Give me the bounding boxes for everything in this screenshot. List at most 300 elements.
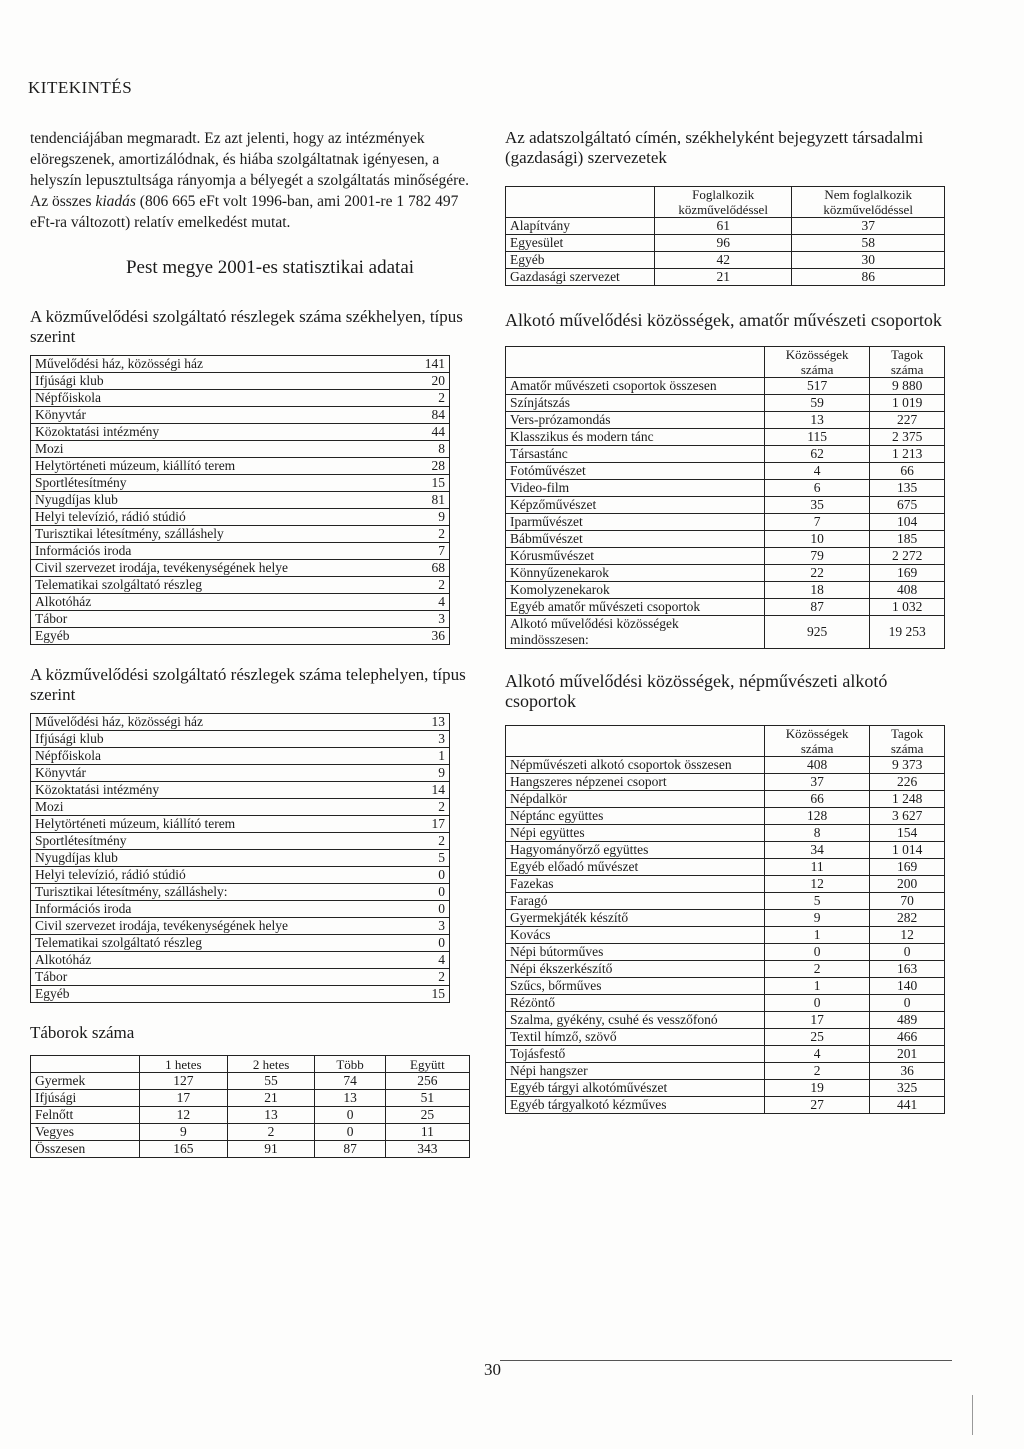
row-value: 20	[393, 373, 450, 390]
footer-rule	[500, 1360, 952, 1361]
row-label: Bábművészet	[506, 531, 765, 548]
cell-value: 127	[140, 1073, 228, 1090]
page-number: 30	[484, 1360, 501, 1379]
cell-value: 55	[227, 1073, 315, 1090]
table-row	[506, 910, 945, 927]
row-value: 2	[393, 833, 450, 850]
cell-value: 30	[792, 252, 945, 269]
table-row	[506, 978, 945, 995]
table-row	[506, 218, 945, 235]
cell-value: 1	[765, 927, 870, 944]
table-site-units	[30, 713, 450, 1003]
column-header: Több	[315, 1056, 385, 1073]
cell-value: 25	[765, 1029, 870, 1046]
row-label: Turisztikai létesítmény, szálláshely	[31, 526, 394, 543]
table-seat-units	[30, 355, 450, 645]
row-label: Tábor	[31, 969, 394, 986]
cell-value: 489	[870, 1012, 945, 1029]
cell-value: 37	[792, 218, 945, 235]
table-row	[31, 782, 450, 799]
table-row	[31, 356, 450, 373]
row-label: Gazdasági szervezet	[506, 269, 655, 286]
row-label: Video-film	[506, 480, 765, 497]
table-row	[31, 475, 450, 492]
cell-value: 34	[765, 842, 870, 859]
table-row	[31, 901, 450, 918]
cell-value: 11	[385, 1124, 469, 1141]
table-folk-groups	[505, 725, 945, 1114]
table-row	[506, 446, 945, 463]
table-row	[506, 927, 945, 944]
cell-value: 1 019	[870, 395, 945, 412]
row-label: Művelődési ház, közösségi ház	[31, 356, 394, 373]
column-header	[506, 187, 655, 218]
row-value: 4	[393, 952, 450, 969]
row-label: Egyéb amatőr művészeti csoportok	[506, 599, 765, 616]
row-label: Civil szervezet irodája, tevékenységének helye	[31, 918, 394, 935]
table-row	[506, 995, 945, 1012]
cell-value: 185	[870, 531, 945, 548]
table-row	[31, 1073, 470, 1090]
cell-value: 42	[655, 252, 792, 269]
cell-value: 0	[765, 944, 870, 961]
row-label: Közoktatási intézmény	[31, 782, 394, 799]
table-row	[31, 867, 450, 884]
cell-value: 17	[140, 1090, 228, 1107]
cell-value: 36	[870, 1063, 945, 1080]
row-label: Egyéb	[31, 628, 394, 645]
table-row	[506, 565, 945, 582]
table-row	[31, 952, 450, 969]
row-label: Nyugdíjas klub	[31, 850, 394, 867]
table-row	[506, 252, 945, 269]
cell-value: 12	[870, 927, 945, 944]
row-label: Egyéb előadó művészet	[506, 859, 765, 876]
table-row	[506, 842, 945, 859]
row-value: 28	[393, 458, 450, 475]
table-row	[506, 616, 945, 649]
cell-value: 1 032	[870, 599, 945, 616]
row-label: Sportlétesítmény	[31, 475, 394, 492]
cell-value: 227	[870, 412, 945, 429]
row-label: Kovács	[506, 927, 765, 944]
row-value: 15	[393, 475, 450, 492]
table-row	[31, 1107, 470, 1124]
table-row	[31, 458, 450, 475]
row-label: Egyéb	[506, 252, 655, 269]
cell-value: 675	[870, 497, 945, 514]
row-value: 36	[393, 628, 450, 645]
column-header	[31, 1056, 140, 1073]
row-label: Népfőiskola	[31, 748, 394, 765]
cell-value: 226	[870, 774, 945, 791]
table-row	[31, 441, 450, 458]
column-header: 1 hetes	[140, 1056, 228, 1073]
cell-value: 1	[765, 978, 870, 995]
cell-value: 35	[765, 497, 870, 514]
row-value: 84	[393, 407, 450, 424]
table-row	[31, 1124, 470, 1141]
row-label: Egyéb	[31, 986, 394, 1003]
table-amateur-groups	[505, 346, 945, 649]
row-label: Szűcs, bőrműves	[506, 978, 765, 995]
row-label: Könyvtár	[31, 407, 394, 424]
cell-value: 66	[870, 463, 945, 480]
cell-value: 7	[765, 514, 870, 531]
cell-value: 96	[655, 235, 792, 252]
row-label: Ifjúsági	[31, 1090, 140, 1107]
table-row	[506, 1012, 945, 1029]
cell-value: 2	[765, 1063, 870, 1080]
margin-mark	[972, 1395, 973, 1435]
table-camps	[30, 1055, 470, 1158]
row-value: 4	[393, 594, 450, 611]
row-value: 14	[393, 782, 450, 799]
cell-value: 9	[140, 1124, 228, 1141]
cell-value: 441	[870, 1097, 945, 1114]
cell-value: 62	[765, 446, 870, 463]
table2-title: A közművelődési szolgáltató részlegek száma telephelyen, típus szerint	[30, 665, 466, 704]
cell-value: 59	[765, 395, 870, 412]
cell-value: 201	[870, 1046, 945, 1063]
cell-value: 11	[765, 859, 870, 876]
row-label: Hagyományőrző együttes	[506, 842, 765, 859]
cell-value: 4	[765, 463, 870, 480]
row-value: 15	[393, 986, 450, 1003]
row-label: Népfőiskola	[31, 390, 394, 407]
cell-value: 21	[655, 269, 792, 286]
cell-value: 4	[765, 1046, 870, 1063]
table6-title: Alkotó művelődési közösségek, népművészeti alkotó csoportok	[505, 671, 888, 711]
table-row	[31, 1141, 470, 1158]
row-value: 17	[393, 816, 450, 833]
table-row	[31, 628, 450, 645]
table-row	[31, 560, 450, 577]
table-row	[506, 269, 945, 286]
column-header: Együtt	[385, 1056, 469, 1073]
row-value: 8	[393, 441, 450, 458]
cell-value: 169	[870, 565, 945, 582]
table-row	[506, 774, 945, 791]
row-value: 3	[393, 611, 450, 628]
cell-value: 5	[765, 893, 870, 910]
row-label: Alkotóház	[31, 952, 394, 969]
row-value: 0	[393, 867, 450, 884]
row-label: Mozi	[31, 441, 394, 458]
cell-value: 256	[385, 1073, 469, 1090]
table-row	[506, 582, 945, 599]
cell-value: 27	[765, 1097, 870, 1114]
table-row	[506, 1063, 945, 1080]
row-label: Komolyzenekarok	[506, 582, 765, 599]
cell-value: 13	[315, 1090, 385, 1107]
row-value: 3	[393, 731, 450, 748]
row-label: Információs iroda	[31, 543, 394, 560]
table-row	[506, 791, 945, 808]
cell-value: 325	[870, 1080, 945, 1097]
row-value: 68	[393, 560, 450, 577]
cell-value: 466	[870, 1029, 945, 1046]
row-label: Képzőművészet	[506, 497, 765, 514]
cell-value: 13	[765, 412, 870, 429]
column-header	[506, 726, 765, 757]
row-label: Helytörténeti múzeum, kiállító terem	[31, 458, 394, 475]
row-value: 0	[393, 935, 450, 952]
cell-value: 13	[227, 1107, 315, 1124]
table-row	[506, 235, 945, 252]
row-label: Könyvtár	[31, 765, 394, 782]
row-label: Népművészeti alkotó csoportok összesen	[506, 757, 765, 774]
table-row	[31, 935, 450, 952]
row-value: 13	[393, 714, 450, 731]
column-header: Közösségek száma	[765, 726, 870, 757]
cell-value: 0	[315, 1124, 385, 1141]
cell-value: 0	[870, 995, 945, 1012]
table-row	[506, 412, 945, 429]
row-value: 3	[393, 918, 450, 935]
table-row	[31, 492, 450, 509]
row-value: 44	[393, 424, 450, 441]
table-row	[31, 765, 450, 782]
cell-value: 86	[792, 269, 945, 286]
cell-value: 10	[765, 531, 870, 548]
table-row	[506, 876, 945, 893]
row-value: 2	[393, 799, 450, 816]
row-label: Alkotó művelődési közösségek mindösszesen:	[506, 616, 765, 649]
cell-value: 517	[765, 378, 870, 395]
table-row	[31, 833, 450, 850]
row-label: Ifjúsági klub	[31, 373, 394, 390]
cell-value: 25	[385, 1107, 469, 1124]
cell-value: 1 213	[870, 446, 945, 463]
cell-value: 2 272	[870, 548, 945, 565]
row-label: Textil hímző, szövő	[506, 1029, 765, 1046]
table-row	[31, 884, 450, 901]
table-row	[31, 714, 450, 731]
cell-value: 115	[765, 429, 870, 446]
row-label: Rézöntő	[506, 995, 765, 1012]
row-label: Gyermekjáték készítő	[506, 910, 765, 927]
cell-value: 200	[870, 876, 945, 893]
cell-value: 154	[870, 825, 945, 842]
intro-paragraph	[30, 128, 480, 233]
row-label: Közoktatási intézmény	[31, 424, 394, 441]
column-header: 2 hetes	[227, 1056, 315, 1073]
table-row	[31, 969, 450, 986]
cell-value: 282	[870, 910, 945, 927]
table-row	[506, 395, 945, 412]
row-label: Fotóművészet	[506, 463, 765, 480]
cell-value: 2	[227, 1124, 315, 1141]
row-label: Klasszikus és modern tánc	[506, 429, 765, 446]
cell-value: 925	[765, 616, 870, 649]
table-row	[31, 390, 450, 407]
table-row	[506, 808, 945, 825]
cell-value: 128	[765, 808, 870, 825]
table-row	[31, 986, 450, 1003]
cell-value: 2 375	[870, 429, 945, 446]
row-value: 9	[393, 765, 450, 782]
row-label: Civil szervezet irodája, tevékenységének helye	[31, 560, 394, 577]
table-row	[31, 526, 450, 543]
row-label: Tojásfestő	[506, 1046, 765, 1063]
row-label: Társastánc	[506, 446, 765, 463]
row-label: Népi együttes	[506, 825, 765, 842]
cell-value: 140	[870, 978, 945, 995]
table-row	[31, 799, 450, 816]
table-row	[506, 429, 945, 446]
row-label: Faragó	[506, 893, 765, 910]
row-value: 9	[393, 509, 450, 526]
row-label: Felnőtt	[31, 1107, 140, 1124]
row-label: Alkotóház	[31, 594, 394, 611]
cell-value: 3 627	[870, 808, 945, 825]
row-label: Ifjúsági klub	[31, 731, 394, 748]
table-row	[31, 424, 450, 441]
row-label: Egyéb tárgyalkotó kézműves	[506, 1097, 765, 1114]
row-value: 0	[393, 901, 450, 918]
cell-value: 19 253	[870, 616, 945, 649]
cell-value: 22	[765, 565, 870, 582]
intro-text-rest: (806 665 eFt volt 1996-ban, ami 2001-re 1 782 497 eFt-ra változott) relatív emelkedést mutat.	[30, 193, 459, 231]
cell-value: 19	[765, 1080, 870, 1097]
cell-value: 1 248	[870, 791, 945, 808]
row-label: Színjátszás	[506, 395, 765, 412]
cell-value: 9 373	[870, 757, 945, 774]
cell-value: 165	[140, 1141, 228, 1158]
table4-title: Az adatszolgáltató címén, székhelyként bejegyzett társadalmi (gazdasági) szervezetek	[505, 128, 924, 167]
table-row	[31, 543, 450, 560]
cell-value: 408	[870, 582, 945, 599]
table-row	[31, 373, 450, 390]
header-row	[31, 1056, 470, 1073]
row-value: 2	[393, 969, 450, 986]
row-label: Összesen	[31, 1141, 140, 1158]
row-label: Amatőr művészeti csoportok összesen	[506, 378, 765, 395]
row-value: 2	[393, 526, 450, 543]
row-label: Sportlétesítmény	[31, 833, 394, 850]
row-label: Mozi	[31, 799, 394, 816]
table-organizations	[505, 186, 945, 286]
cell-value: 9	[765, 910, 870, 927]
right-column	[505, 128, 945, 1114]
cell-value: 12	[765, 876, 870, 893]
table-row	[506, 497, 945, 514]
row-label: Turisztikai létesítmény, szálláshely:	[31, 884, 394, 901]
section-label: KITEKINTÉS	[28, 78, 133, 97]
table-row	[506, 548, 945, 565]
row-label: Népdalkör	[506, 791, 765, 808]
column-header	[506, 347, 765, 378]
table-row	[31, 594, 450, 611]
cell-value: 0	[765, 995, 870, 1012]
table-row	[506, 1046, 945, 1063]
intro-text: tendenciájában megmaradt. Ez azt jelenti, hogy az intézmények elöregszenek, amortizálódnak, és hiába szolgáltatnak igényesen, a helyszín lepusztultsága rányomja a bélyegét a szolgáltatás minőségére.	[30, 130, 470, 189]
cell-value: 87	[315, 1141, 385, 1158]
cell-value: 104	[870, 514, 945, 531]
cell-value: 0	[315, 1107, 385, 1124]
row-label: Népi hangszer	[506, 1063, 765, 1080]
row-label: Helyi televízió, rádió stúdió	[31, 509, 394, 526]
row-label: Népi bútorműves	[506, 944, 765, 961]
table3-title: Táborok száma	[30, 1023, 135, 1042]
table-row	[506, 463, 945, 480]
table-row	[506, 757, 945, 774]
cell-value: 6	[765, 480, 870, 497]
intro-text-prefix: Az összes	[30, 193, 92, 210]
row-label: Alapítvány	[506, 218, 655, 235]
row-label: Helytörténeti múzeum, kiállító terem	[31, 816, 394, 833]
cell-value: 21	[227, 1090, 315, 1107]
column-header: Foglalkozik közművelődéssel	[655, 187, 792, 218]
cell-value: 163	[870, 961, 945, 978]
table-row	[506, 378, 945, 395]
cell-value: 74	[315, 1073, 385, 1090]
row-label: Néptánc együttes	[506, 808, 765, 825]
cell-value: 70	[870, 893, 945, 910]
cell-value: 343	[385, 1141, 469, 1158]
left-column	[30, 128, 480, 1158]
row-label: Helyi televízió, rádió stúdió	[31, 867, 394, 884]
column-header: Közösségek száma	[765, 347, 870, 378]
row-value: 7	[393, 543, 450, 560]
row-value: 81	[393, 492, 450, 509]
table-row	[506, 531, 945, 548]
column-header: Nem foglalkozik közművelődéssel	[792, 187, 945, 218]
table-row	[31, 748, 450, 765]
cell-value: 8	[765, 825, 870, 842]
cell-value: 17	[765, 1012, 870, 1029]
row-label: Könnyűzenekarok	[506, 565, 765, 582]
row-value: 0	[393, 884, 450, 901]
row-label: Fazekas	[506, 876, 765, 893]
cell-value: 66	[765, 791, 870, 808]
table-row	[506, 480, 945, 497]
cell-value: 169	[870, 859, 945, 876]
cell-value: 79	[765, 548, 870, 565]
table-row	[31, 407, 450, 424]
table-row	[31, 509, 450, 526]
table-row	[31, 1090, 470, 1107]
table-row	[31, 918, 450, 935]
row-value: 2	[393, 577, 450, 594]
row-label: Szalma, gyékény, csuhé és vesszőfonó	[506, 1012, 765, 1029]
row-value: 141	[393, 356, 450, 373]
main-title: Pest megye 2001-es statisztikai adatai	[125, 257, 415, 278]
table-row	[506, 1080, 945, 1097]
row-value: 1	[393, 748, 450, 765]
table-row	[506, 859, 945, 876]
row-label: Gyermek	[31, 1073, 140, 1090]
table5-title: Alkotó művelődési közösségek, amatőr művészeti csoportok	[505, 310, 942, 330]
cell-value: 408	[765, 757, 870, 774]
table-row	[506, 961, 945, 978]
table-row	[31, 577, 450, 594]
header-row	[506, 187, 945, 218]
cell-value: 9 880	[870, 378, 945, 395]
table-row	[506, 893, 945, 910]
row-value: 2	[393, 390, 450, 407]
column-header: Tagok száma	[870, 347, 945, 378]
header-row	[506, 726, 945, 757]
row-label: Vegyes	[31, 1124, 140, 1141]
cell-value: 1 014	[870, 842, 945, 859]
table-row	[506, 944, 945, 961]
cell-value: 61	[655, 218, 792, 235]
row-label: Művelődési ház, közösségi ház	[31, 714, 394, 731]
row-label: Telematikai szolgáltató részleg	[31, 577, 394, 594]
table-row	[506, 1097, 945, 1114]
